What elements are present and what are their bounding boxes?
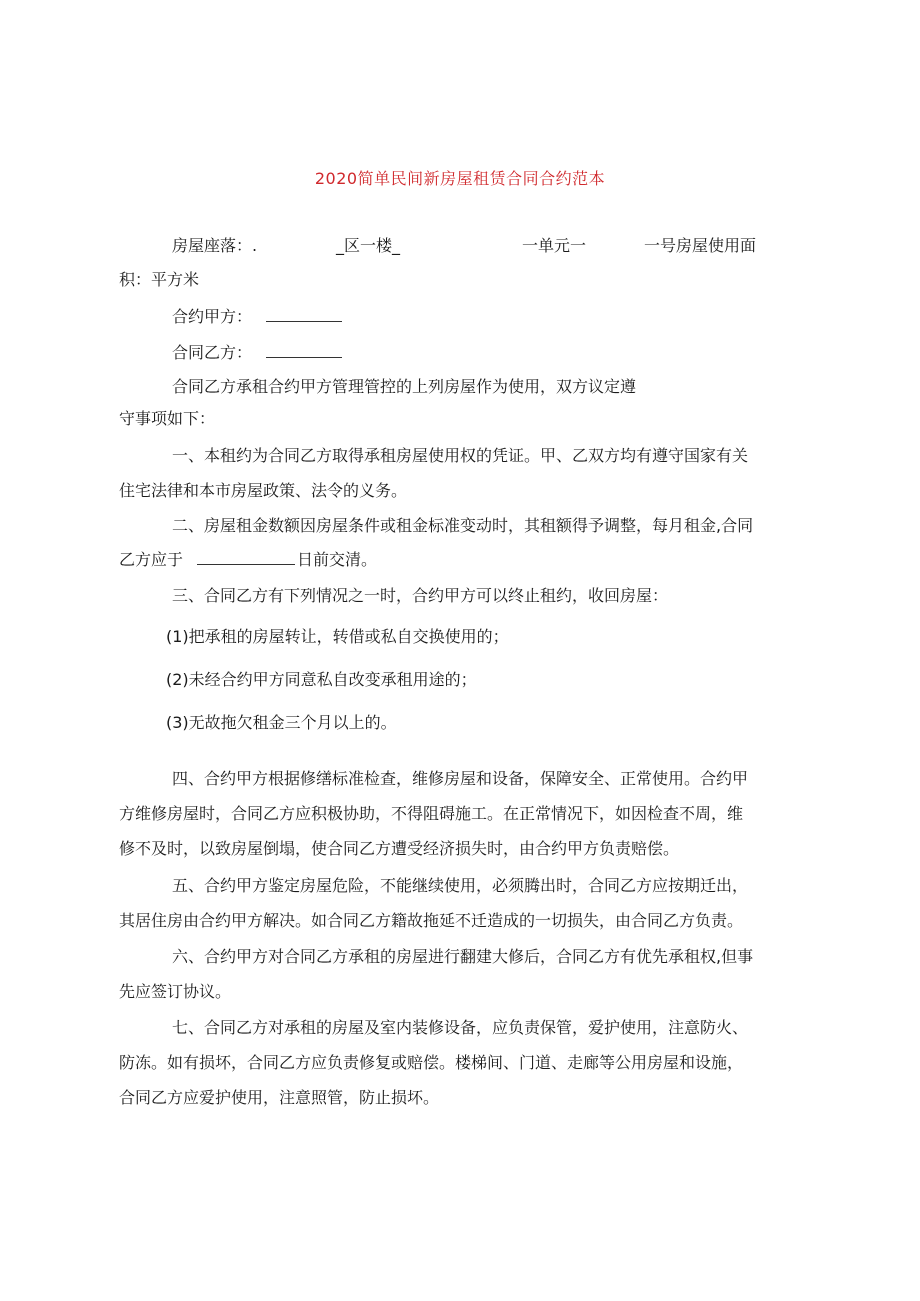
clause-1-line-1: 一、本租约为合同乙方取得承租房屋使用权的凭证。甲、乙双方均有遵守国家有关 bbox=[172, 446, 749, 465]
clause-5-line-1: 五、合约甲方鉴定房屋危险，不能继续使用，必须腾出时，合同乙方应按期迁出， bbox=[172, 876, 749, 895]
payment-day-blank bbox=[197, 550, 295, 565]
clause-4-line-2: 方维修房屋时，合同乙方应积极协助，不得阻碍施工。在正常情况下，如因检查不周，维 bbox=[119, 804, 744, 823]
clause-2-line-2-end: 日前交清。 bbox=[297, 550, 378, 569]
clause-3-line-1: 三、合同乙方有下列情况之一时，合约甲方可以终止租约，收回房屋： bbox=[172, 586, 669, 605]
clause-5-line-2: 其居住房由合约甲方解决。如合同乙方籍故拖延不迁造成的一切损失，由合同乙方负责。 bbox=[119, 911, 744, 930]
clause-2-line-2-start: 乙方应于 bbox=[119, 550, 184, 569]
location-label: 房屋座落：. bbox=[172, 236, 258, 255]
location-district: _区一楼_ bbox=[336, 236, 401, 255]
clause-6-line-1: 六、合约甲方对合同乙方承租的房屋进行翻建大修后，合同乙方有优先承租权,但事 bbox=[172, 947, 754, 966]
area-line: 积：平方米 bbox=[119, 270, 200, 289]
clause-7-line-3: 合同乙方应爱护使用，注意照管，防止损坏。 bbox=[119, 1088, 440, 1107]
intro-line-2: 守事项如下： bbox=[119, 409, 216, 428]
party-b-blank bbox=[266, 343, 342, 358]
location-unit: 一单元一 bbox=[522, 236, 587, 255]
clause-4-line-3: 修不及时，以致房屋倒塌，使合同乙方遭受经济损失时，由合约甲方负责赔偿。 bbox=[119, 839, 680, 858]
intro-line-1: 合同乙方承租合约甲方管理管控的上列房屋作为使用，双方议定遵 bbox=[172, 377, 637, 396]
clause-1-line-2: 住宅法律和本市房屋政策、法令的义务。 bbox=[119, 481, 408, 500]
clause-3-item-2: (2)未经合约甲方同意私自改变承租用途的； bbox=[166, 670, 477, 689]
clause-3-item-3: (3)无故拖欠租金三个月以上的。 bbox=[166, 713, 397, 732]
clause-3-item-1: (1)把承租的房屋转让，转借或私自交换使用的； bbox=[166, 627, 509, 646]
party-a-line bbox=[172, 307, 342, 327]
clause-6-line-2: 先应签订协议。 bbox=[119, 982, 232, 1001]
clause-2-line-1: 二、房屋租金数额因房屋条件或租金标准变动时，其租额得予调整，每月租金,合同 bbox=[172, 516, 754, 535]
document-title: 2020简单民间新房屋租赁合同合约范本 bbox=[314, 169, 606, 188]
clause-2-line-2 bbox=[119, 550, 377, 570]
party-a-blank bbox=[266, 307, 342, 322]
clause-7-line-2: 防冻。如有损坏，合同乙方应负责修复或赔偿。楼梯间、门道、走廊等公用房屋和设施， bbox=[119, 1053, 744, 1072]
clause-4-line-1: 四、合约甲方根据修缮标准检查，维修房屋和设备，保障安全、正常使用。合约甲 bbox=[172, 769, 749, 788]
party-a-label: 合约甲方： bbox=[172, 307, 253, 326]
location-room: 一号房屋使用面 bbox=[644, 236, 757, 255]
party-b-line bbox=[172, 343, 342, 363]
party-b-label: 合同乙方： bbox=[172, 343, 253, 362]
clause-7-line-1: 七、合同乙方对承租的房屋及室内装修设备，应负责保管，爱护使用，注意防火、 bbox=[172, 1018, 749, 1037]
